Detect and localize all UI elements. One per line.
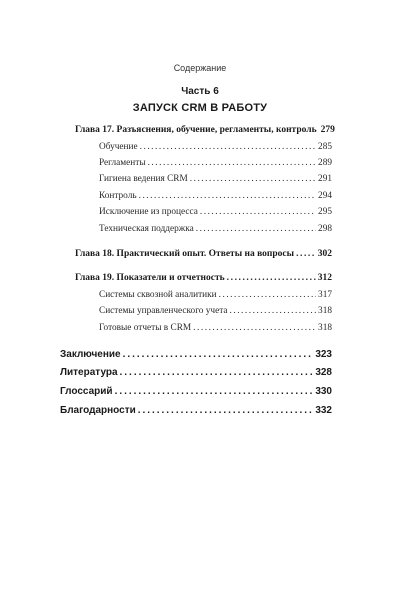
toc-section-literature [60, 367, 332, 378]
toc-entry-page: 302 [317, 249, 332, 259]
toc-item [99, 174, 332, 184]
toc-chapter-17 [75, 125, 335, 135]
toc-entry-page: 294 [318, 191, 332, 201]
toc-item [99, 290, 332, 300]
toc-item [99, 191, 332, 201]
part-number: Часть 6 [181, 86, 219, 97]
toc-entry-page: 328 [315, 367, 332, 378]
toc-entry-title: Заключение [60, 349, 121, 360]
toc-entry-page: 323 [315, 349, 332, 360]
toc-entry-title: Литература [60, 367, 118, 378]
toc-entry-page: 318 [318, 323, 332, 333]
toc-entry-page: 291 [318, 174, 332, 184]
toc-item [99, 158, 332, 168]
toc-entry-page: 318 [318, 306, 332, 316]
toc-entry-page: 289 [318, 158, 332, 168]
toc-entry-page: 332 [315, 405, 332, 416]
toc-section-conclusion [60, 349, 332, 360]
toc-entry-title: Благодарности [60, 405, 136, 416]
toc-entry-page: 312 [317, 273, 332, 283]
part-title: ЗАПУСК CRM В РАБОТУ [132, 102, 268, 114]
toc-entry-title: Регламенты [99, 158, 146, 168]
toc-item [99, 323, 332, 333]
running-head: Содержание [173, 63, 227, 73]
toc-entry-title: Глава 19. Показатели и отчетность [75, 273, 225, 283]
toc-item [99, 142, 332, 152]
toc-section-glossary [60, 386, 332, 397]
toc-entry-title: Глава 18. Практический опыт. Ответы на вопросы [75, 249, 295, 259]
toc-entry-title: Системы управленческого учета [99, 306, 228, 316]
toc-item [99, 224, 332, 234]
toc-entry-title: Глоссарий [60, 386, 113, 397]
toc-item [99, 306, 332, 316]
toc-item [99, 207, 332, 217]
toc-entry-page: 298 [318, 224, 332, 234]
toc-entry-title: Исключение из процесса [99, 207, 198, 217]
toc-chapter-18 [75, 249, 332, 259]
toc-entry-title: Глава 17. Разъяснения, обучение, регламенты, контроль [75, 125, 317, 135]
toc-entry-page: 279 [320, 125, 335, 135]
toc-entry-page: 285 [318, 142, 332, 152]
toc-chapter-19 [75, 273, 332, 283]
toc-entry-page: 317 [318, 290, 332, 300]
toc-entry-page: 330 [315, 386, 332, 397]
toc-entry-title: Техническая поддержка [99, 224, 194, 234]
toc-entry-title: Гигиена ведения CRM [99, 174, 188, 184]
toc-entry-title: Обучение [99, 142, 138, 152]
toc-entry-title: Контроль [99, 191, 137, 201]
toc-section-acknowledgements [60, 405, 332, 416]
toc-entry-title: Готовые отчеты в CRM [99, 323, 192, 333]
toc-entry-title: Системы сквозной аналитики [99, 290, 217, 300]
toc-entry-page: 295 [318, 207, 332, 217]
